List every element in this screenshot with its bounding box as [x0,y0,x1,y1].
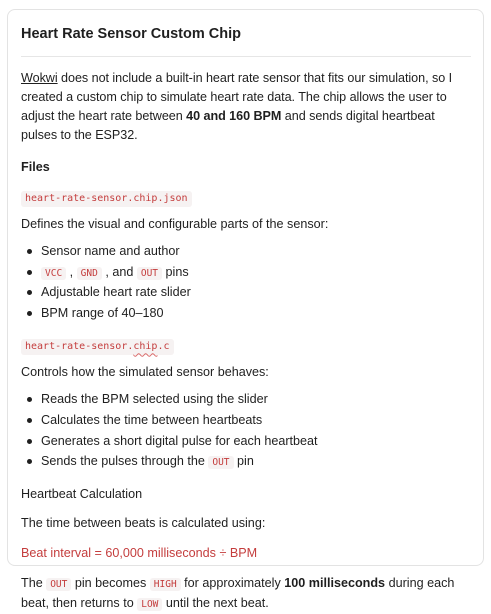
pins-sep-2: , and [101,264,137,279]
list-item-text: Generates a short digital pulse for each heartbeat [41,433,318,448]
intro-text-1: does not include a built-in heart rate sensor that fits our simulation, so I created a custom chip to simulate heart rate data. The chip allows the user to adjust the heart rate between [21,71,453,123]
list-item [21,432,471,453]
pins-sep-1: , [66,264,77,279]
file2-name [21,339,174,355]
list-item-text: BPM range of 40–180 [41,305,164,320]
pins-tail: pins [162,264,189,279]
list-item-send [21,452,471,473]
file1-description: Defines the visual and configurable parts of the sensor: [21,217,329,231]
file2-features-list [21,390,471,472]
file1-name: heart-rate-sensor.chip.json [21,191,192,207]
list-item [21,390,471,411]
calc-heading: Heartbeat Calculation [21,486,143,501]
intro-paragraph [21,69,471,145]
final-the: The [21,575,47,590]
high-code: HIGH [150,578,181,591]
bullet-icon [27,311,32,316]
file2-line [21,336,471,352]
file1-line [21,188,471,204]
intro-text-2: and sends digital heartbeat pulses to the ESP32. [21,109,435,142]
page-title: Heart Rate Sensor Custom Chip [21,26,241,42]
low-code: LOW [137,598,162,611]
bullet-icon [27,459,32,464]
bullet-icon [27,249,32,254]
final-until: until the next beat. [162,595,269,610]
list-item [21,283,471,304]
file1-features-list [21,242,471,324]
final-paragraph [21,574,471,614]
title-divider [21,56,471,57]
final-approx: for approximately [180,575,285,590]
final-during: during each beat, then returns to [21,575,455,610]
file2-name-suffix: .c [157,341,170,353]
out-code: OUT [137,267,162,280]
list-item [21,411,471,432]
file2-description: Controls how the simulated sensor behaves: [21,365,269,380]
bullet-icon [27,397,32,402]
list-item [21,242,471,263]
intro-bpm-range: 40 and 160 BPM [186,109,282,123]
send-prefix: Sends the pulses through the [41,454,209,469]
list-item [21,304,471,325]
file2-name-prefix: heart-rate-sensor. [25,341,134,353]
final-duration: 100 milliseconds [284,575,386,590]
gnd-code: GND [77,267,102,280]
wokwi-link[interactable]: Wokwi [21,71,58,85]
out-code: OUT [46,578,71,591]
list-item-text: Sensor name and author [41,244,180,258]
list-item-text: Reads the BPM selected using the slider [41,392,268,407]
list-item-pins [21,263,471,284]
out-code: OUT [208,456,233,469]
send-suffix: pin [233,454,254,469]
list-item-text: Adjustable heart rate slider [41,285,191,300]
calc-description: The time between beats is calculated using: [21,515,266,530]
bullet-icon [27,439,32,444]
bullet-icon [27,270,32,275]
chip-readme-card [7,9,484,610]
file2-name-chip: chip [133,341,158,353]
vcc-code: VCC [41,267,66,280]
bullet-icon [27,418,32,423]
formula: Beat interval = 60,000 milliseconds ÷ BPM [21,545,258,560]
list-item-text: Calculates the time between heartbeats [41,412,263,427]
bullet-icon [27,290,32,295]
final-becomes: pin becomes [71,575,150,590]
files-heading: Files [21,160,50,174]
